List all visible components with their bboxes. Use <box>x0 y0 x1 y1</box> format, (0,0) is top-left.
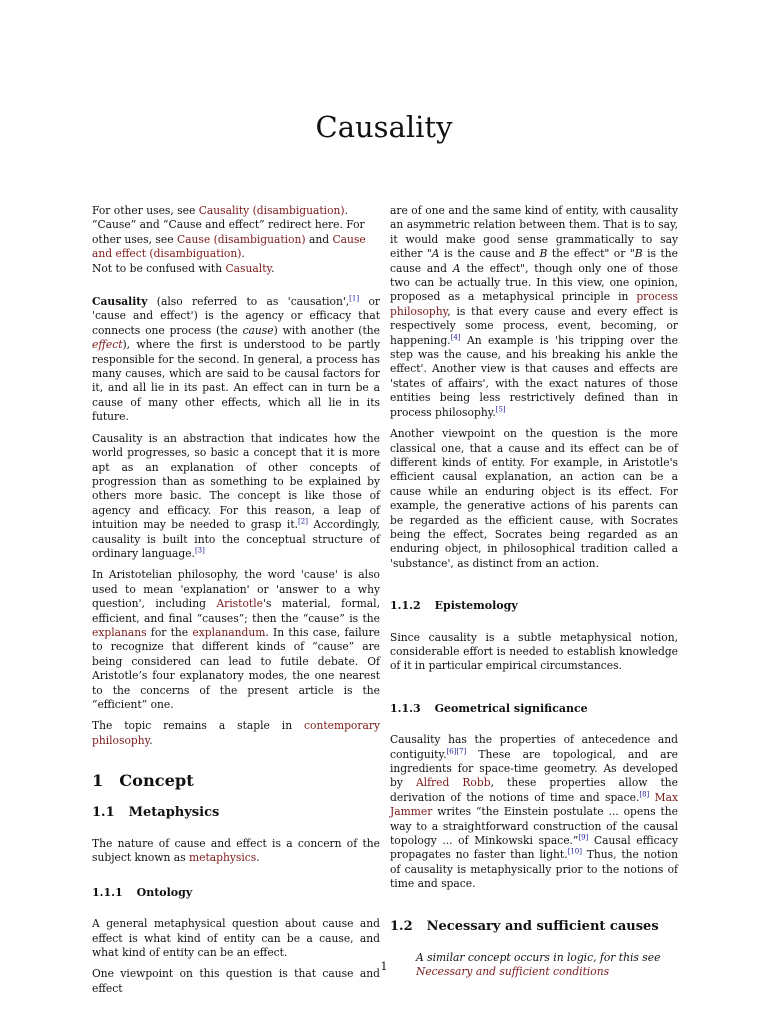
intro-paragraph-2: Causality is an abstraction that indicates how the world progresses, so basic a concept that it is more apt as an explanation of other concepts of progression than as something to be explained by others more basic. The concept is like those of agency and efficacy. For this reason, a leap of intuition may be needed to grasp it.[2] Accordingly, causality is built into the conceptual structure of ordinary language.[3] <box>92 431 380 560</box>
intro-paragraph-4: The topic remains a staple in contemporary philosophy. <box>92 719 380 747</box>
link-cause-and-effect-disambiguation[interactable]: Cause and effect (disambiguation) <box>92 232 366 261</box>
link-necessary-and-sufficient-conditions[interactable]: Necessary and sufficient conditions <box>416 965 610 979</box>
hatnote <box>92 204 380 276</box>
intro-paragraph-3: In Aristotelian philosophy, the word 'cause' is also used to mean 'explanation' or 'answer to a why question', including Aristotle's material, formal, efficient, and final “causes”; then the “cause” is the explanans for the explanandum. In this case, failure to recognize that different kinds of “cause” are being considered can lead to futile debate. Of Aristotle’s four explanatory modes, the one nearest to the concerns of the present article is the “efficient” one. <box>92 568 380 711</box>
page-title: Causality <box>315 110 453 144</box>
hatnote-line-1: For other uses, see Causality (disambiguation). <box>92 204 348 217</box>
ref-4[interactable]: [4] <box>450 333 461 342</box>
geometrical-paragraph: Causality has the properties of antecedence and contiguity.[6][7] These are topological, and are ingredients for space-time geometry. As developed by Alfred Robb, these properties allow the derivation of the notions of time and space.[8] Max Jammer writes “the Einstein postulate ... opens the way to a straightforward construction of the causal topology ... of Minkowski space.”[9] Causal efficacy propagates no faster than light.[10] Thus, the notion of causality is metaphysically prior to the notions of time and space. <box>390 733 679 891</box>
link-effect[interactable]: effect <box>92 338 123 352</box>
link-casualty[interactable]: Casualty <box>225 261 272 275</box>
ref-1[interactable]: [1] <box>349 294 360 303</box>
left-column <box>92 204 380 1003</box>
hatnote-line-2: “Cause” and “Cause and effect” redirect here. For other uses, see Cause (disambiguation) and Cause and effect (disambiguation). <box>92 218 366 261</box>
link-cause-disambiguation[interactable]: Cause (disambiguation) <box>176 232 306 246</box>
ref-8[interactable]: [8] <box>639 790 650 799</box>
ref-5[interactable]: [5] <box>495 405 506 414</box>
link-max-jammer[interactable]: Max Jammer <box>390 790 678 819</box>
link-metaphysics[interactable]: metaphysics <box>189 851 257 865</box>
section-heading-epistemology: 1.1.2 Epistemology <box>390 599 518 613</box>
ontology-paragraph-3: Another viewpoint on the question is the more classical one, that a cause and its effect can be of different kinds of entity. For example, in Aristotle's efficient causal explanation, an action can be a cause while an enduring object is its effect. For example, the generative actions of his parents can be regarded as the efficient cause, with Socrates being the effect, Socrates being regarded as an enduring object, in philosophical tradition called a 'substance', as distinct from an action. <box>390 427 678 570</box>
section-heading-necessary-sufficient: 1.2 Necessary and sufficient causes <box>390 918 659 934</box>
link-causality-disambiguation[interactable]: Causality (disambiguation) <box>198 204 345 217</box>
ontology-paragraph-1: A general metaphysical question about cause and effect is what kind of entity can be a cause, and what kind of entity can be an effect. <box>92 917 380 960</box>
section-heading-ontology: 1.1.1 Ontology <box>92 885 193 899</box>
ref-10[interactable]: [10] <box>567 847 582 856</box>
link-contemporary-philosophy[interactable]: contemporary philosophy <box>92 719 380 747</box>
epistemology-paragraph: Since causality is a subtle metaphysical notion, considerable effort is needed to establish knowledge of it in particular empirical circumstances. <box>390 630 678 673</box>
ref-6-7[interactable]: [6][7] <box>446 747 467 756</box>
ref-3[interactable]: [3] <box>194 546 205 555</box>
ontology-paragraph-2-continued: are of one and the same kind of entity, with causality an asymmetric relation between them. That is to say, it would make good sense grammatically to say either "A is the cause and B the effect" or "B is the cause and A the effect", though only one of those two can be actually true. In this view, one opinion, proposed as a metaphysical principle in process philosophy, is that every cause and every effect is respectively some process, event, becoming, or happening.[4] An example is 'his tripping over the step was the cause, and his breaking his ankle the effect'. Another view is that causes and effects are 'states of affairs', with the exact natures of those entities being less restrictively defined than in process philosophy.[5] <box>390 204 678 419</box>
link-explanandum[interactable]: explanandum <box>192 625 266 639</box>
necessary-sufficient-note: A similar concept occurs in logic, for this see Necessary and sufficient conditions <box>416 951 661 979</box>
intro-paragraph-1: Causality (also referred to as 'causation',[1] or 'cause and effect') is the agency or efficacy that connects one process (the cause) with another (the effect), where the first is understood to be partly responsible for the second. In general, a process has many causes, which are said to be causal factors for it, and all lie in its past. An effect can in turn be a cause of many other effects, which all lie in its future. <box>92 294 380 424</box>
link-alfred-robb[interactable]: Alfred Robb <box>415 776 491 790</box>
section-heading-concept: 1 Concept <box>92 771 194 791</box>
page-number: 1 <box>380 960 388 973</box>
section-heading-geometrical-significance: 1.1.3 Geometrical significance <box>390 701 588 715</box>
metaphysics-paragraph: The nature of cause and effect is a concern of the subject known as metaphysics. <box>92 837 380 865</box>
link-explanans[interactable]: explanans <box>92 625 147 639</box>
section-heading-metaphysics: 1.1 Metaphysics <box>92 804 220 820</box>
link-aristotle[interactable]: Aristotle <box>216 597 263 611</box>
hatnote-line-3: Not to be confused with Casualty. <box>92 261 275 275</box>
ref-9[interactable]: [9] <box>578 833 589 842</box>
link-process-philosophy[interactable]: process philosophy <box>390 290 678 318</box>
ontology-paragraph-2: One viewpoint on this question is that cause and effect <box>92 967 380 995</box>
right-column <box>390 204 678 987</box>
ref-2[interactable]: [2] <box>298 517 308 526</box>
